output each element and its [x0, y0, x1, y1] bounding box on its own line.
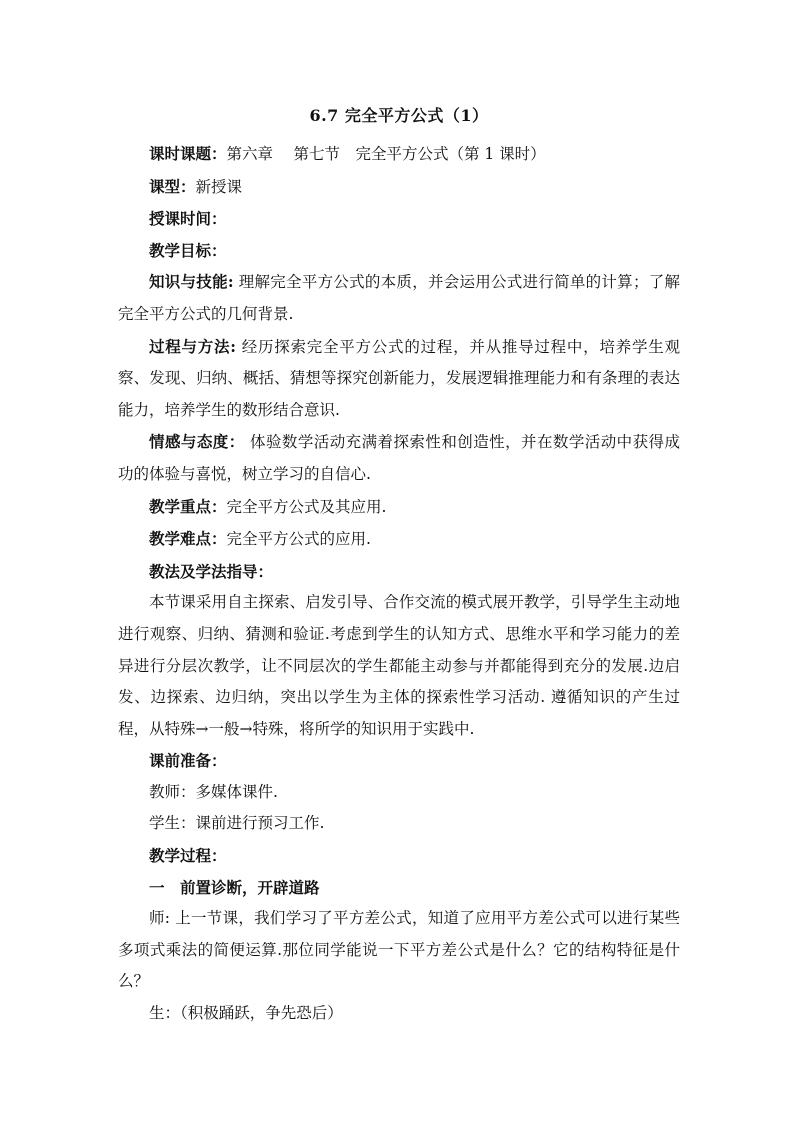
method-heading: 教法及学法指导：	[149, 561, 274, 581]
knowledge-text: 理解完全平方公式的本质，并会运用公式进行简单的计算；了解完全平方公式的几何背景.	[118, 273, 680, 323]
lesson-topic-value: 第六章 第七节 完全平方公式（第 1 课时）	[226, 145, 546, 163]
process-heading: 教学过程：	[149, 846, 227, 866]
lesson-type-label: 课型：	[149, 176, 196, 196]
knowledge-label: 知识与技能:	[149, 272, 234, 292]
teaching-time-label: 授课时间：	[149, 209, 227, 229]
method-text: 本节课采用自主探索、启发引导、合作交流的模式展开教学，引导学生主动地进行观察、归纳、猜测和验证.考虑到学生的认知方式、思维水平和学习能力的差异进行分层次教学，让不同层次的学生都能主动参与并都能得到充分的发展.边启发、边探索、边归纳，突出以学生为主体的探索性学习活动. 遵循知识的产生过程，从特殊→一般→特殊，将所学的知识用于实践中.	[118, 593, 680, 738]
document-title: 6.7 完全平方公式（1）	[309, 106, 489, 125]
teacher-preparation: 教师：多媒体课件.	[149, 782, 278, 801]
student-response: 生：（积极踊跃，争先恐后）	[149, 1004, 343, 1023]
emotion-text: 体验数学活动充满着探索性和创造性，并在数学活动中获得成功的体验与喜悦，树立学习的自信心.	[118, 433, 680, 483]
difficulty-line	[118, 523, 680, 556]
document-body	[118, 104, 680, 1030]
process-text: 经历探索完全平方公式的过程，并从推导过程中，培养学生观察、发现、归纳、概括、猜想等探究创新能力，发展逻辑推理能力和有条理的表达能力，培养学生的数形结合意识.	[118, 337, 680, 419]
objectives-heading: 教学目标：	[149, 240, 227, 260]
difficulty-label: 教学难点：	[149, 529, 227, 549]
process-label: 过程与方法:	[149, 336, 237, 356]
process-objective	[118, 331, 680, 427]
key-point-label: 教学重点：	[149, 496, 227, 516]
key-point-line	[118, 491, 680, 524]
lesson-topic-label: 课时课题：	[149, 144, 227, 163]
student-preparation: 学生：课前进行预习工作.	[149, 814, 325, 833]
teacher-speech: 师: 上一节课，我们学习了平方差公式，知道了应用平方差公式可以进行某些多项式乘法的简便运算.那位同学能说一下平方差公式是什么？它的结构特征是什么？	[118, 909, 680, 991]
section-1-heading: 一 前置诊断，开辟道路	[149, 877, 320, 897]
emotion-objective	[118, 426, 680, 490]
preparation-heading: 课前准备：	[149, 751, 227, 771]
knowledge-objective	[118, 266, 680, 330]
key-point-value: 完全平方公式及其应用.	[226, 497, 387, 516]
difficulty-value: 完全平方公式的应用.	[226, 530, 371, 549]
lesson-topic-line	[118, 138, 680, 171]
emotion-label: 情感与态度：	[149, 432, 245, 452]
lesson-type-value: 新授课	[195, 177, 243, 196]
lesson-type-line	[118, 171, 680, 204]
